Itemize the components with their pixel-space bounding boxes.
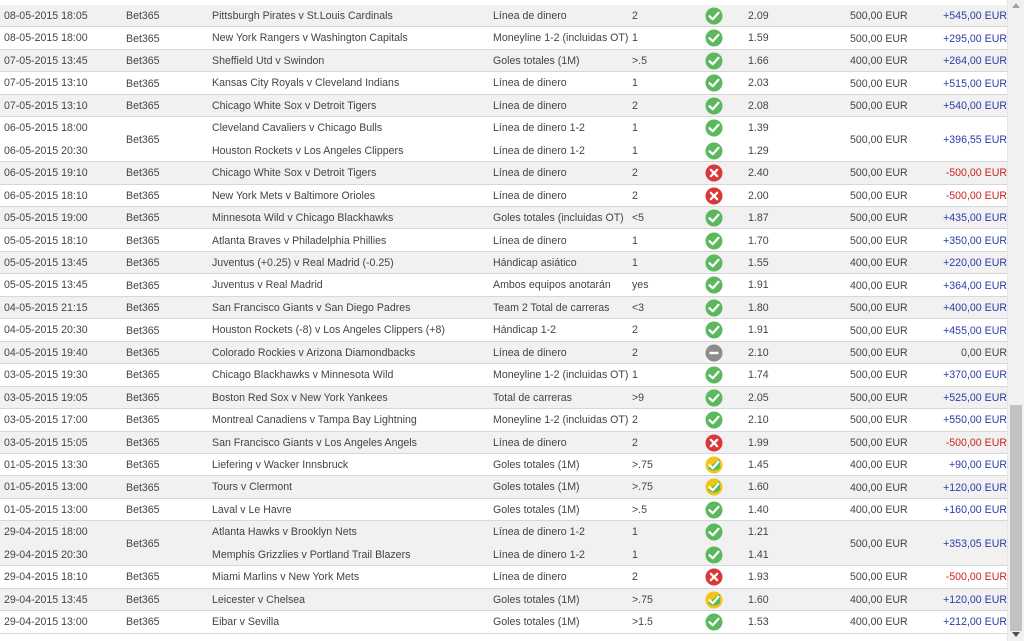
bet-stake: 500,00 EUR — [850, 537, 908, 550]
check-circle-icon — [705, 366, 723, 384]
bet-market: Goles totales (1M) — [493, 459, 580, 471]
bet-row[interactable] — [0, 274, 1007, 296]
bet-stake: 400,00 EUR — [850, 279, 908, 292]
check-circle-icon — [705, 389, 723, 407]
bet-row[interactable] — [0, 342, 1007, 364]
check-circle-icon — [705, 299, 723, 317]
bet-profit: +364,00 EUR — [943, 279, 1007, 292]
bet-selection: 2 — [632, 10, 638, 22]
bet-match: New York Mets v Baltimore Orioles — [212, 189, 376, 202]
bet-profit: +212,00 EUR — [943, 616, 1007, 629]
bet-market: Línea de dinero — [493, 571, 567, 584]
bet-market: Goles totales (1M) — [493, 616, 580, 629]
bet-row[interactable] — [0, 364, 1007, 386]
minus-circle-icon — [705, 344, 723, 362]
bet-odds: 1.29 — [748, 144, 769, 157]
bet-odds: 2.08 — [748, 99, 769, 112]
bets-table — [0, 5, 1007, 641]
bet-profit: +545,00 EUR — [943, 10, 1007, 23]
bet-bookmaker: Bet365 — [126, 616, 160, 629]
bet-match: Eibar v Sevilla — [212, 616, 280, 629]
bet-selection: yes — [632, 279, 649, 292]
bet-bookmaker: Bet365 — [126, 537, 160, 550]
bet-date: 04-05-2015 20:30 — [4, 324, 88, 337]
bet-row[interactable] — [0, 27, 1007, 49]
bet-row[interactable] — [0, 521, 1007, 566]
bet-match: Atlanta Hawks v Brooklyn Nets — [212, 526, 357, 539]
bet-profit: +90,00 EUR — [948, 459, 1007, 472]
bet-match: Juventus (+0.25) v Real Madrid (-0.25) — [212, 256, 394, 269]
bet-stake: 400,00 EUR — [850, 459, 908, 472]
bet-row[interactable] — [0, 252, 1007, 274]
bet-match: Colorado Rockies v Arizona Diamondbacks — [212, 346, 416, 359]
bet-selection: 1 — [632, 32, 638, 45]
bet-profit: +353,05 EUR — [943, 537, 1007, 550]
bet-market: Línea de dinero — [493, 346, 567, 359]
bet-market: Línea de dinero — [493, 234, 567, 247]
bet-stake: 500,00 EUR — [850, 414, 908, 427]
bet-profit: +120,00 EUR — [943, 593, 1007, 606]
bet-stake: 400,00 EUR — [850, 616, 908, 629]
bet-stake: 500,00 EUR — [850, 571, 908, 584]
bet-odds: 1.41 — [748, 548, 769, 561]
bet-row[interactable] — [0, 230, 1007, 252]
scroll-down-arrow-icon[interactable] — [1012, 632, 1020, 637]
bet-profit: +350,00 EUR — [943, 234, 1007, 247]
bet-profit: +160,00 EUR — [943, 504, 1007, 517]
bet-selection: <3 — [632, 301, 645, 314]
bet-selection: >.5 — [632, 54, 648, 67]
scrollbar-thumb[interactable] — [1010, 405, 1022, 631]
bet-date: 29-04-2015 18:00 — [4, 526, 88, 539]
check-circle-icon — [705, 52, 723, 70]
bet-row[interactable] — [0, 409, 1007, 431]
check-circle-icon — [705, 411, 723, 429]
bet-date: 08-05-2015 18:05 — [4, 10, 88, 22]
bet-date: 05-05-2015 19:00 — [4, 212, 88, 225]
bet-row[interactable] — [0, 499, 1007, 521]
check-circle-icon — [705, 546, 723, 564]
bet-row[interactable] — [0, 454, 1007, 476]
bet-bookmaker: Bet365 — [126, 77, 160, 90]
half-check-circle-icon — [705, 591, 723, 609]
bet-row[interactable] — [0, 589, 1007, 611]
bet-date: 06-05-2015 19:10 — [4, 167, 88, 180]
bet-selection: 2 — [632, 189, 638, 202]
bet-match: Tours v Clermont — [212, 481, 293, 494]
bet-row[interactable] — [0, 432, 1007, 454]
check-circle-icon — [705, 142, 723, 160]
check-circle-icon — [705, 7, 723, 25]
bet-match: Kansas City Royals v Cleveland Indians — [212, 77, 400, 90]
bet-market: Línea de dinero — [493, 10, 567, 22]
bet-odds: 2.40 — [748, 167, 769, 180]
bet-date: 05-05-2015 18:10 — [4, 234, 88, 247]
bet-bookmaker: Bet365 — [126, 346, 160, 359]
bet-odds: 2.09 — [748, 10, 769, 22]
bet-bookmaker: Bet365 — [126, 100, 160, 113]
bet-market: Línea de dinero — [493, 167, 567, 180]
bet-bookmaker: Bet365 — [126, 10, 160, 23]
bet-stake: 500,00 EUR — [850, 234, 908, 247]
bet-bookmaker: Bet365 — [126, 391, 160, 404]
bet-odds: 1.39 — [748, 122, 769, 135]
vertical-scrollbar[interactable] — [1007, 0, 1024, 641]
bet-stake: 400,00 EUR — [850, 55, 908, 68]
bet-stake: 500,00 EUR — [850, 212, 908, 225]
bet-match: Chicago Blackhawks v Minnesota Wild — [212, 369, 394, 382]
bet-date: 06-05-2015 18:10 — [4, 189, 88, 202]
bet-odds: 1.60 — [748, 481, 769, 494]
bet-market: Total de carreras — [493, 391, 572, 404]
bet-odds: 1.80 — [748, 301, 769, 314]
bet-match: Houston Rockets (-8) v Los Angeles Clippers (+8) — [212, 324, 445, 337]
bet-date: 08-05-2015 18:00 — [4, 32, 88, 45]
bet-market: Goles totales (1M) — [493, 54, 580, 67]
check-circle-icon — [705, 119, 723, 137]
bet-stake: 500,00 EUR — [850, 302, 908, 315]
bet-stake: 500,00 EUR — [850, 324, 908, 337]
bet-date: 29-04-2015 13:45 — [4, 593, 88, 606]
bet-bookmaker: Bet365 — [126, 459, 160, 472]
bet-row[interactable] — [0, 185, 1007, 207]
bet-stake: 500,00 EUR — [850, 10, 908, 23]
bet-market: Línea de dinero — [493, 99, 567, 112]
bet-market: Línea de dinero 1-2 — [493, 144, 585, 157]
bet-date: 04-05-2015 21:15 — [4, 301, 88, 314]
bet-bookmaker: Bet365 — [126, 369, 160, 382]
bet-market: Línea de dinero 1-2 — [493, 122, 585, 135]
bet-profit: -500,00 EUR — [945, 189, 1007, 202]
bet-market: Moneyline 1-2 (incluidas OT) — [493, 414, 629, 427]
bet-market: Goles totales (1M) — [493, 481, 580, 494]
bet-selection: 1 — [632, 122, 638, 135]
bet-selection: 1 — [632, 256, 638, 269]
check-circle-icon — [705, 97, 723, 115]
bet-odds: 2.05 — [748, 391, 769, 404]
bet-row[interactable] — [0, 72, 1007, 94]
bet-date: 07-05-2015 13:10 — [4, 99, 88, 112]
check-circle-icon — [705, 523, 723, 541]
bet-row[interactable] — [0, 319, 1007, 341]
bet-match: Juventus v Real Madrid — [212, 279, 323, 292]
check-circle-icon — [705, 232, 723, 250]
bet-stake: 500,00 EUR — [850, 100, 908, 113]
bet-profit: +120,00 EUR — [943, 481, 1007, 494]
bet-stake: 500,00 EUR — [850, 167, 908, 180]
bet-odds: 1.93 — [748, 571, 769, 584]
bet-stake: 500,00 EUR — [850, 391, 908, 404]
bet-market: Goles totales (1M) — [493, 593, 580, 606]
bet-date: 03-05-2015 19:05 — [4, 391, 88, 404]
bet-market: Línea de dinero 1-2 — [493, 548, 585, 561]
bet-bookmaker: Bet365 — [126, 571, 160, 584]
half-check-circle-icon — [705, 456, 723, 474]
bet-bookmaker: Bet365 — [126, 234, 160, 247]
x-circle-icon — [705, 187, 723, 205]
bet-stake: 500,00 EUR — [850, 77, 908, 90]
scroll-up-arrow-icon[interactable] — [1012, 3, 1020, 8]
bet-match: Minnesota Wild v Chicago Blackhawks — [212, 212, 394, 225]
bet-profit: +525,00 EUR — [943, 391, 1007, 404]
bet-profit: +370,00 EUR — [943, 369, 1007, 382]
bet-row[interactable] — [0, 162, 1007, 184]
bet-market: Goles totales (1M) — [493, 503, 580, 516]
bet-odds: 1.40 — [748, 503, 769, 516]
bet-match: Montreal Canadiens v Tampa Bay Lightning — [212, 414, 417, 427]
bet-odds: 1.91 — [748, 324, 769, 337]
x-circle-icon — [705, 568, 723, 586]
check-circle-icon — [705, 276, 723, 294]
bet-profit: +396,55 EUR — [943, 133, 1007, 146]
bet-odds: 2.00 — [748, 189, 769, 202]
bet-odds: 1.45 — [748, 459, 769, 471]
half-check-circle-icon — [705, 478, 723, 496]
bet-date: 01-05-2015 13:00 — [4, 503, 88, 516]
bet-match: Cleveland Cavaliers v Chicago Bulls — [212, 122, 383, 135]
bet-profit: -500,00 EUR — [945, 571, 1007, 584]
bet-match: Leicester v Chelsea — [212, 593, 306, 606]
bet-selection: 2 — [632, 99, 638, 112]
bet-row[interactable] — [0, 387, 1007, 409]
bet-profit: +515,00 EUR — [943, 77, 1007, 90]
bet-market: Team 2 Total de carreras — [493, 301, 610, 314]
bet-profit: +455,00 EUR — [943, 324, 1007, 337]
bet-selection: 1 — [632, 548, 638, 561]
bet-row[interactable] — [0, 5, 1007, 27]
bet-profit: +295,00 EUR — [943, 32, 1007, 45]
bet-odds: 1.74 — [748, 369, 769, 382]
bet-date: 01-05-2015 13:00 — [4, 481, 88, 494]
bet-selection: >1.5 — [632, 616, 653, 629]
bet-date: 29-04-2015 20:30 — [4, 548, 88, 561]
bet-selection: <5 — [632, 212, 645, 225]
bet-market: Goles totales (incluidas OT) — [493, 212, 624, 225]
bet-profit: 0,00 EUR — [961, 346, 1007, 359]
bet-match: Boston Red Sox v New York Yankees — [212, 391, 388, 404]
bet-profit: +400,00 EUR — [943, 302, 1007, 315]
bet-match: New York Rangers v Washington Capitals — [212, 32, 408, 45]
bet-bookmaker: Bet365 — [126, 32, 160, 45]
bet-row[interactable] — [0, 476, 1007, 498]
bet-date: 03-05-2015 17:00 — [4, 414, 88, 427]
bet-selection: >.75 — [632, 481, 653, 494]
bet-odds: 1.59 — [748, 32, 769, 45]
bet-match: Atlanta Braves v Philadelphia Phillies — [212, 234, 387, 247]
bet-selection: 1 — [632, 77, 638, 90]
bet-row[interactable] — [0, 207, 1007, 229]
bet-selection: 2 — [632, 324, 638, 337]
bet-odds: 1.21 — [748, 526, 769, 539]
bet-odds: 2.03 — [748, 77, 769, 90]
bet-stake: 500,00 EUR — [850, 133, 908, 146]
bet-row[interactable] — [0, 611, 1007, 633]
bet-profit: +550,00 EUR — [943, 414, 1007, 427]
bet-bookmaker: Bet365 — [126, 324, 160, 337]
check-circle-icon — [705, 209, 723, 227]
bet-stake: 400,00 EUR — [850, 593, 908, 606]
bet-date: 05-05-2015 13:45 — [4, 279, 88, 292]
bet-selection: 2 — [632, 346, 638, 359]
bet-match: San Francisco Giants v San Diego Padres — [212, 301, 411, 314]
bet-market: Línea de dinero — [493, 436, 567, 449]
bet-selection: 1 — [632, 234, 638, 247]
bet-selection: 1 — [632, 144, 638, 157]
check-circle-icon — [705, 321, 723, 339]
bet-row[interactable] — [0, 297, 1007, 319]
bet-profit: +220,00 EUR — [943, 257, 1007, 270]
check-circle-icon — [705, 254, 723, 272]
bet-selection: >.5 — [632, 503, 648, 516]
bet-selection: 2 — [632, 414, 638, 427]
bet-selection: 2 — [632, 571, 638, 584]
check-circle-icon — [705, 501, 723, 519]
bet-match: Liefering v Wacker Innsbruck — [212, 459, 349, 471]
bet-selection: >.75 — [632, 459, 653, 471]
bet-date: 07-05-2015 13:10 — [4, 77, 88, 90]
bet-selection: 1 — [632, 369, 638, 382]
bet-bookmaker: Bet365 — [126, 302, 160, 315]
bet-market: Moneyline 1-2 (incluidas OT) — [493, 369, 629, 382]
bet-stake: 400,00 EUR — [850, 504, 908, 517]
check-circle-icon — [705, 613, 723, 631]
bet-selection: >9 — [632, 391, 645, 404]
bet-bookmaker: Bet365 — [126, 212, 160, 225]
bet-odds: 1.55 — [748, 256, 769, 269]
bet-market: Ambos equipos anotarán — [493, 279, 611, 292]
bet-match: Memphis Grizzlies v Portland Trail Blazers — [212, 548, 411, 561]
bet-stake: 400,00 EUR — [850, 257, 908, 270]
bet-selection: 1 — [632, 526, 638, 539]
bet-market: Moneyline 1-2 (incluidas OT) — [493, 32, 629, 45]
bet-selection: >.75 — [632, 593, 653, 606]
bet-bookmaker: Bet365 — [126, 279, 160, 292]
bet-row[interactable] — [0, 117, 1007, 162]
bet-stake: 500,00 EUR — [850, 346, 908, 359]
bet-market: Línea de dinero — [493, 77, 567, 90]
bet-stake: 500,00 EUR — [850, 32, 908, 45]
bet-date: 06-05-2015 18:00 — [4, 122, 88, 135]
bet-row[interactable] — [0, 566, 1007, 588]
bet-odds: 1.99 — [748, 436, 769, 449]
bet-profit: +540,00 EUR — [943, 100, 1007, 113]
bet-date: 07-05-2015 13:45 — [4, 54, 88, 67]
bet-date: 06-05-2015 20:30 — [4, 144, 88, 157]
bet-row[interactable] — [0, 50, 1007, 72]
bet-bookmaker: Bet365 — [126, 257, 160, 270]
bet-odds: 1.60 — [748, 593, 769, 606]
check-circle-icon — [705, 29, 723, 47]
x-circle-icon — [705, 164, 723, 182]
bet-date: 29-04-2015 18:10 — [4, 571, 88, 584]
bet-match: San Francisco Giants v Los Angeles Angels — [212, 436, 417, 449]
bet-selection: 2 — [632, 167, 638, 180]
bet-match: Chicago White Sox v Detroit Tigers — [212, 99, 377, 112]
bet-stake: 500,00 EUR — [850, 189, 908, 202]
bet-match: Chicago White Sox v Detroit Tigers — [212, 167, 377, 180]
bet-match: Sheffield Utd v Swindon — [212, 54, 325, 67]
bet-bookmaker: Bet365 — [126, 504, 160, 517]
bet-bookmaker: Bet365 — [126, 593, 160, 606]
bet-profit: -500,00 EUR — [945, 436, 1007, 449]
bet-date: 03-05-2015 15:05 — [4, 436, 88, 449]
bet-bookmaker: Bet365 — [126, 414, 160, 427]
bet-date: 29-04-2015 13:00 — [4, 616, 88, 629]
bet-profit: +264,00 EUR — [943, 55, 1007, 68]
bet-date: 05-05-2015 13:45 — [4, 256, 88, 269]
bet-date: 01-05-2015 13:30 — [4, 459, 88, 471]
bet-bookmaker: Bet365 — [126, 133, 160, 146]
bet-date: 03-05-2015 19:30 — [4, 369, 88, 382]
bet-odds: 2.10 — [748, 346, 769, 359]
bet-row[interactable] — [0, 95, 1007, 117]
bet-bookmaker: Bet365 — [126, 167, 160, 180]
bet-bookmaker: Bet365 — [126, 481, 160, 494]
bet-market: Hándicap 1-2 — [493, 324, 557, 337]
bet-bookmaker: Bet365 — [126, 55, 160, 68]
bet-profit: -500,00 EUR — [945, 167, 1007, 180]
bet-match: Houston Rockets v Los Angeles Clippers — [212, 144, 404, 157]
bet-odds: 1.53 — [748, 616, 769, 629]
bet-date: 04-05-2015 19:40 — [4, 346, 88, 359]
bet-bookmaker: Bet365 — [126, 436, 160, 449]
bet-market: Línea de dinero — [493, 189, 567, 202]
bet-market: Línea de dinero 1-2 — [493, 526, 585, 539]
bet-market: Hándicap asiático — [493, 256, 577, 269]
bet-match: Laval v Le Havre — [212, 503, 292, 516]
bet-bookmaker: Bet365 — [126, 189, 160, 202]
bet-odds: 1.70 — [748, 234, 769, 247]
bet-match: Miami Marlins v New York Mets — [212, 571, 360, 584]
bet-odds: 1.66 — [748, 54, 769, 67]
bet-odds: 1.87 — [748, 212, 769, 225]
bet-profit: +435,00 EUR — [943, 212, 1007, 225]
bet-stake: 500,00 EUR — [850, 369, 908, 382]
bet-stake: 400,00 EUR — [850, 481, 908, 494]
check-circle-icon — [705, 74, 723, 92]
bet-stake: 500,00 EUR — [850, 436, 908, 449]
bet-odds: 2.10 — [748, 414, 769, 427]
bet-odds: 1.91 — [748, 279, 769, 292]
bet-selection: 2 — [632, 436, 638, 449]
bet-match: Pittsburgh Pirates v St.Louis Cardinals — [212, 10, 393, 22]
x-circle-icon — [705, 434, 723, 452]
